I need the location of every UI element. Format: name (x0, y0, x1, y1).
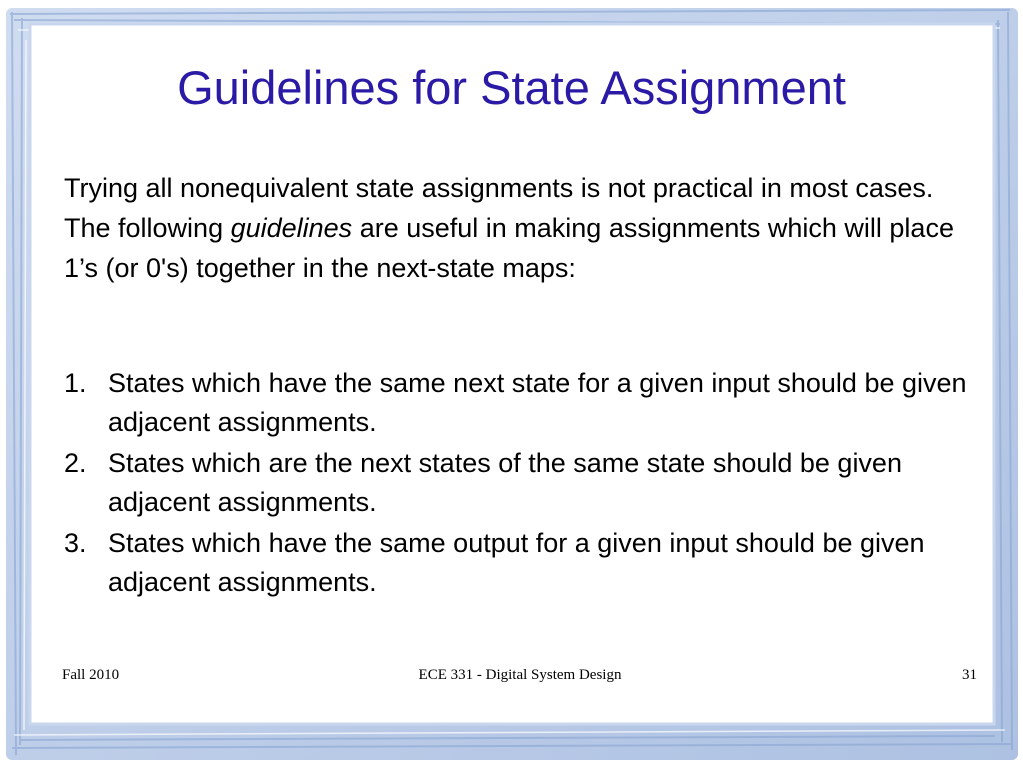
guidelines-list (64, 364, 1004, 604)
footer-date: Fall 2010 (62, 667, 120, 683)
intro-text-start: Trying all nonequivalent state assignments is not practical in most cases. The following (64, 173, 934, 243)
list-item-text: States which have the same output for a given input should be given adjacent assignments. (108, 528, 925, 597)
list-item-number: 1. (64, 368, 87, 398)
list-item-text: States which have the same next state for a given input should be given adjacent assignments. (108, 368, 967, 437)
intro-text-end: are useful in making assignments which will place 1’s (or 0's) together in the next-state maps: (64, 213, 954, 283)
list-item (64, 364, 1004, 442)
slide-title: Guidelines for State Assignment (177, 61, 846, 114)
intro-emphasis: guidelines (230, 213, 353, 243)
footer-course: ECE 331 - Digital System Design (418, 667, 622, 683)
list-item (64, 524, 1004, 602)
list-item-text: States which are the next states of the same state should be given adjacent assignments. (108, 448, 902, 517)
footer-page-number: 31 (962, 667, 977, 683)
list-item-number: 2. (64, 448, 87, 478)
list-item-number: 3. (64, 528, 87, 558)
intro-paragraph (64, 168, 984, 288)
list-item (64, 444, 1004, 522)
